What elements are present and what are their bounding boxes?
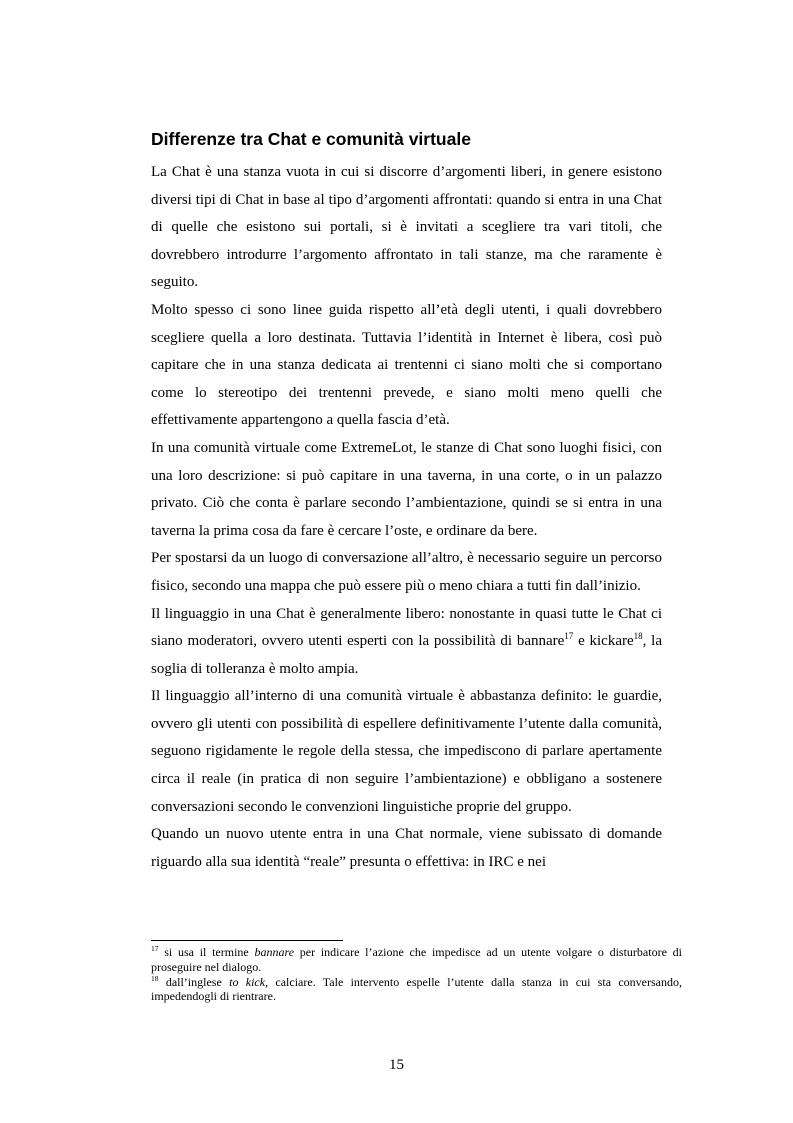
footnote-ref-18[interactable]: 18	[633, 631, 643, 642]
paragraph-text: Il linguaggio in una Chat è generalmente libero: nonostante in quasi tutte le Chat ci siano moderatori, ovvero utenti esperti con la possibilità di bannare	[151, 605, 662, 650]
paragraph: Quando un nuovo utente entra in una Chat normale, viene subissato di domande riguardo alla sua identità “reale” presunta o effettiva: in IRC e nei	[151, 826, 662, 870]
paragraph: Il linguaggio all’interno di una comunità virtuale è abbastanza definito: le guardie, ovvero gli utenti con possibilità di espellere definitivamente l’utente dalla comunità, seguono rigidamente le regole della stessa, che impediscono di parlare apertamente circa il reale (in pratica di non seguire l’ambientazione) e obbligano a sostenere conversazioni secondo le convenzioni linguistiche proprie del gruppo.	[151, 688, 662, 815]
section-heading: Differenze tra Chat e comunità virtuale	[151, 129, 471, 149]
paragraph-with-footnote-refs	[151, 601, 662, 684]
footnote-18	[151, 975, 682, 1005]
footnote-term: bannare	[254, 945, 295, 959]
page-number: 15	[389, 1057, 404, 1073]
paragraph: Per spostarsi da un luogo di conversazione all’altro, è necessario seguire un percorso fisico, secondo una mappa che può essere più o meno chiara a tutti fin dall’inizio.	[151, 550, 662, 594]
footnote-separator	[151, 940, 343, 941]
footnote-text: calciare. Tale intervento espelle l’utente dalla stanza in cui sta conversando, impedendogli di rientrare.	[151, 974, 683, 1004]
footnote-number: 17	[151, 944, 159, 953]
footnote-number: 18	[151, 973, 159, 983]
paragraph-text: , la soglia di tolleranza è molto ampia.	[151, 633, 663, 677]
body-text	[151, 159, 662, 876]
paragraph-text: e kickare	[573, 633, 634, 650]
footnotes	[151, 945, 682, 1004]
footnote-text: per indicare l’azione che impedisce ad un utente volgare o disturbatore di proseguire nel dialogo.	[151, 945, 682, 974]
paragraph: In una comunità virtuale come ExtremeLot, le stanze di Chat sono luoghi fisici, con una loro descrizione: si può capitare in una taverna, in una corte, o in un palazzo privato. Ciò che conta è parlare secondo l’ambientazione, quindi se si entra in una taverna la prima cosa da fare è cercare l’oste, e ordinare da bere.	[151, 439, 662, 539]
footnote-text: dall’inglese	[158, 974, 230, 989]
paragraph: La Chat è una stanza vuota in cui si discorre d’argomenti liberi, in genere esistono diversi tipi di Chat in base al tipo d’argomenti affrontati: quando si entra in una Chat di quelle che esistono sui portali, si è invitati a scegliere tra vari titoli, che dovrebbero introdurre l’argomento affrontato in tali stanze, ma che raramente è seguito.	[151, 164, 662, 291]
footnote-term: to kick,	[229, 974, 269, 989]
footnote-text: si usa il termine	[158, 945, 255, 959]
footnote-17	[151, 945, 682, 975]
footnote-ref-17[interactable]: 17	[564, 631, 574, 642]
paragraph: Molto spesso ci sono linee guida rispetto all’età degli utenti, i quali dovrebbero scegliere quella a loro destinata. Tuttavia l’identità in Internet è libera, così può capitare che in una stanza dedicata ai trentenni ci siano molti che si comportano come lo stereotipo dei trentenni prevede, e siano molti meno quelli che effettivamente appartengono a quella fascia d’età.	[151, 301, 662, 429]
